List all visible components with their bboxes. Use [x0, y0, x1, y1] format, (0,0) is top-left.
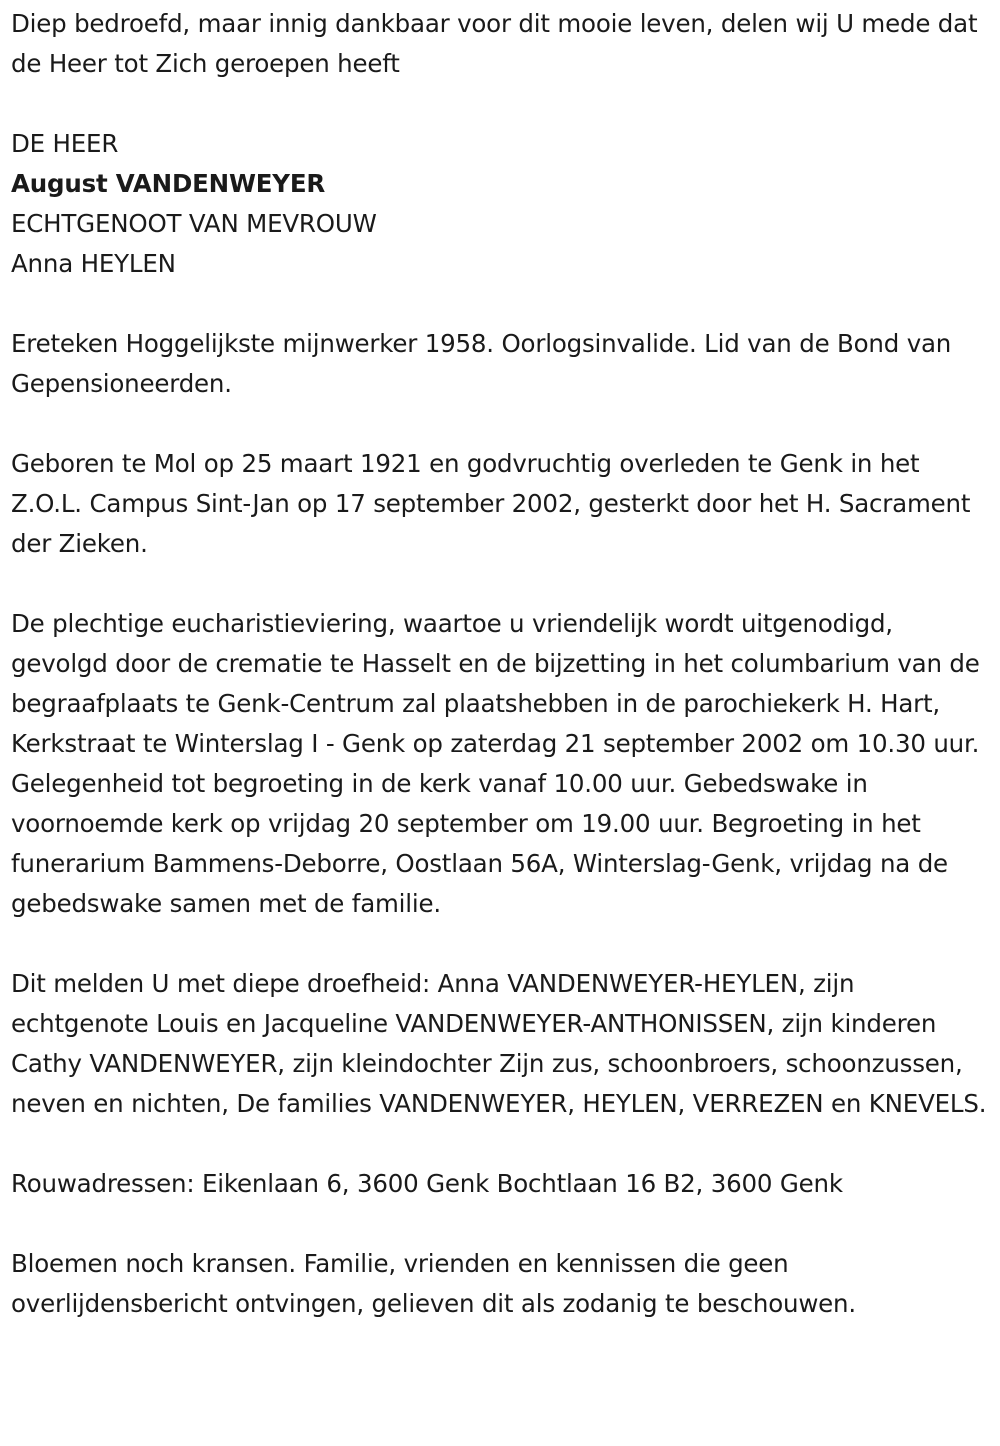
birth-death-paragraph: Geboren te Mol op 25 maart 1921 en godvruchtig overleden te Genk in het Z.O.L. Campus Sint-Jan op 17 september 2002, gesterkt door het H. Sacrament der Zieken. [11, 449, 971, 558]
spouse-name: Anna HEYLEN [11, 249, 176, 278]
spacer [11, 564, 996, 604]
honors-paragraph: Ereteken Hoggelijkste mijnwerker 1958. Oorlogsinvalide. Lid van de Bond van Gepensioneerden. [11, 329, 952, 398]
title-line: DE HEER [11, 129, 119, 158]
spacer [11, 84, 996, 124]
spacer [11, 1204, 996, 1244]
spacer [11, 1124, 996, 1164]
addresses-paragraph: Rouwadressen: Eikenlaan 6, 3600 Genk Bochtlaan 16 B2, 3600 Genk [11, 1169, 843, 1198]
flowers-paragraph: Bloemen noch kransen. Familie, vrienden en kennissen die geen overlijdensbericht ontvingen, gelieven dit als zodanig te beschouwen. [11, 1249, 856, 1318]
spouse-label: ECHTGENOOT VAN MEVROUW [11, 209, 377, 238]
spacer [11, 404, 996, 444]
ceremony-paragraph: De plechtige eucharistieviering, waartoe u vriendelijk wordt uitgenodigd, gevolgd door de crematie te Hasselt en de bijzetting in het columbarium van de begraafplaats te Genk-Centrum zal plaatshebben in de parochiekerk H. Hart, Kerkstraat te Winterslag I - Genk op zaterdag 21 september 2002 om 10.30 uur. Gelegenheid tot begroeting in de kerk vanaf 10.00 uur. Gebedswake in voornoemde kerk op vrijdag 20 september om 19.00 uur. Begroeting in het funerarium Bammens-Deborre, Oostlaan 56A, Winterslag-Genk, vrijdag na de gebedswake samen met de familie. [11, 609, 980, 918]
spacer [11, 924, 996, 964]
obituary-notice [11, 4, 996, 1324]
spacer [11, 284, 996, 324]
intro-paragraph: Diep bedroefd, maar innig dankbaar voor dit mooie leven, delen wij U mede dat de Heer tot Zich geroepen heeft [11, 9, 978, 78]
family-paragraph: Dit melden U met diepe droefheid: Anna VANDENWEYER-HEYLEN, zijn echtgenote Louis en Jacqueline VANDENWEYER-ANTHONISSEN, zijn kinderen Cathy VANDENWEYER, zijn kleindochter Zijn zus, schoonbroers, schoonzussen, neven en nichten, De families VANDENWEYER, HEYLEN, VERREZEN en KNEVELS. [11, 969, 987, 1118]
deceased-name: August VANDENWEYER [11, 169, 326, 198]
